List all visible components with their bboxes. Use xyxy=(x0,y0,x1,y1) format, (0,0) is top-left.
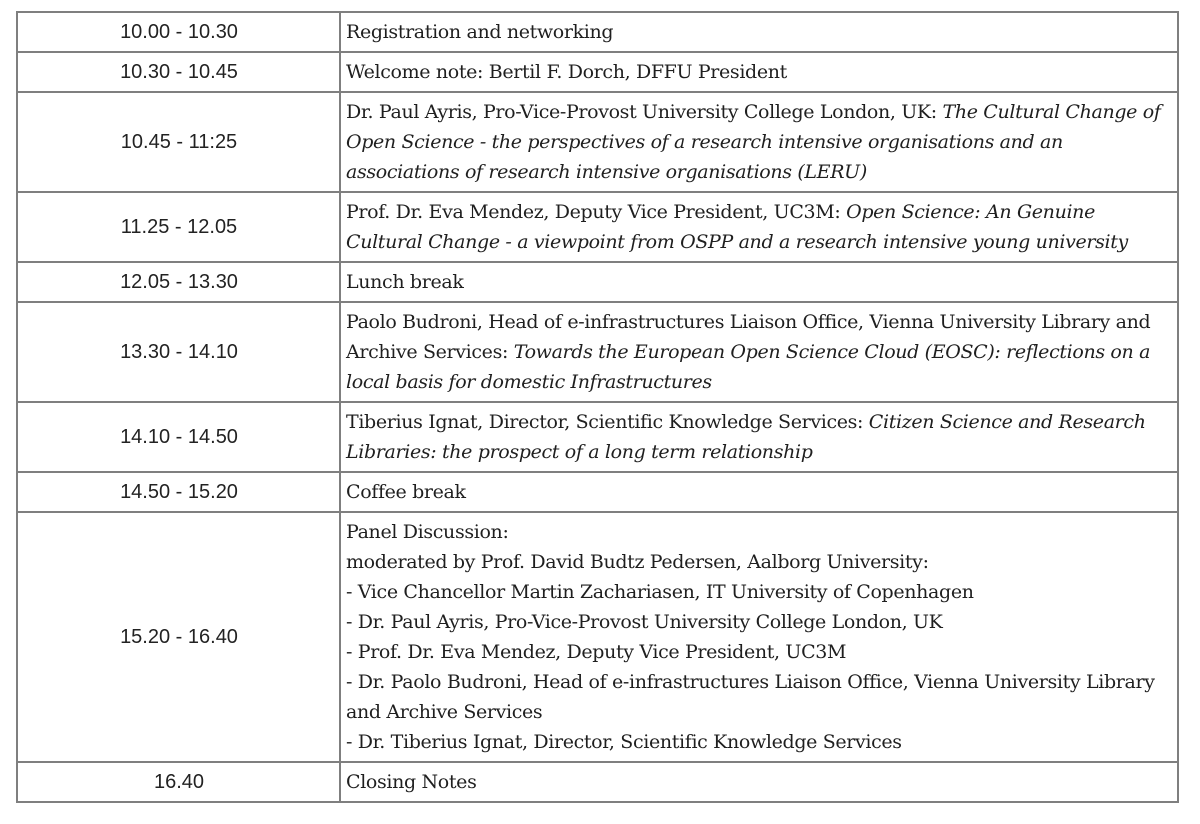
description-cell xyxy=(340,262,1178,302)
description-cell xyxy=(340,762,1178,802)
schedule-row xyxy=(17,402,1178,472)
session-speaker: Dr. Paul Ayris, Pro-Vice-Provost University College London, UK: xyxy=(346,101,943,123)
panel-description-cell xyxy=(340,512,1178,762)
panel-participant: - Dr. Paul Ayris, Pro-Vice-Provost University College London, UK xyxy=(346,611,943,633)
talk-title: Citizen Science and Research Libraries: the prospect of a long term relationship xyxy=(346,411,1146,463)
schedule-row xyxy=(17,262,1178,302)
time-cell: 14.50 - 15.20 xyxy=(17,472,340,512)
session-speaker: Closing Notes xyxy=(346,771,477,793)
schedule-row xyxy=(17,92,1178,192)
schedule-row xyxy=(17,302,1178,402)
session-speaker: Lunch break xyxy=(346,271,464,293)
time-cell: 10.45 - 11:25 xyxy=(17,92,340,192)
panel-participant: - Dr. Tiberius Ignat, Director, Scientific Knowledge Services xyxy=(346,731,902,753)
description-cell xyxy=(340,402,1178,472)
description-cell xyxy=(340,472,1178,512)
panel-participant: - Dr. Paolo Budroni, Head of e-infrastructures Liaison Office, Vienna University Library and Archive Services xyxy=(346,671,1155,723)
session-speaker: Prof. Dr. Eva Mendez, Deputy Vice President, UC3M: xyxy=(346,201,847,223)
session-speaker: Welcome note: Bertil F. Dorch, DFFU President xyxy=(346,61,787,83)
schedule-row xyxy=(17,472,1178,512)
time-cell: 16.40 xyxy=(17,762,340,802)
talk-title: The Cultural Change of Open Science - the perspectives of a research intensive organisations and an associations of research intensive organisations (LERU) xyxy=(346,101,1161,183)
time-cell: 12.05 - 13.30 xyxy=(17,262,340,302)
time-cell: 14.10 - 14.50 xyxy=(17,402,340,472)
description-cell xyxy=(340,92,1178,192)
time-cell: 10.30 - 10.45 xyxy=(17,52,340,92)
schedule-row xyxy=(17,12,1178,52)
description-cell xyxy=(340,12,1178,52)
schedule-row xyxy=(17,762,1178,802)
schedule-row xyxy=(17,192,1178,262)
session-speaker: Paolo Budroni, Head of e-infrastructures Liaison Office, Vienna University Library and Archive Services: xyxy=(346,311,1151,363)
description-cell xyxy=(340,192,1178,262)
panel-moderator: moderated by Prof. David Budtz Pedersen, Aalborg University: xyxy=(346,551,929,573)
session-speaker: Tiberius Ignat, Director, Scientific Knowledge Services: xyxy=(346,411,869,433)
session-speaker: Registration and networking xyxy=(346,21,614,43)
description-cell xyxy=(340,302,1178,402)
schedule-row xyxy=(17,52,1178,92)
panel-row xyxy=(17,512,1178,762)
time-cell: 11.25 - 12.05 xyxy=(17,192,340,262)
description-cell xyxy=(340,52,1178,92)
talk-title: Towards the European Open Science Cloud (EOSC): reflections on a local basis for domestic Infrastructures xyxy=(346,341,1151,393)
panel-participant: - Prof. Dr. Eva Mendez, Deputy Vice President, UC3M xyxy=(346,641,847,663)
time-cell: 13.30 - 14.10 xyxy=(17,302,340,402)
panel-participant: - Vice Chancellor Martin Zachariasen, IT University of Copenhagen xyxy=(346,581,974,603)
time-cell: 10.00 - 10.30 xyxy=(17,12,340,52)
time-cell: 15.20 - 16.40 xyxy=(17,512,340,762)
session-speaker: Coffee break xyxy=(346,481,466,503)
talk-title: Open Science: An Genuine Cultural Change - a viewpoint from OSPP and a research intensive young university xyxy=(346,201,1128,253)
panel-heading: Panel Discussion: xyxy=(346,521,509,543)
schedule-table xyxy=(16,11,1179,803)
